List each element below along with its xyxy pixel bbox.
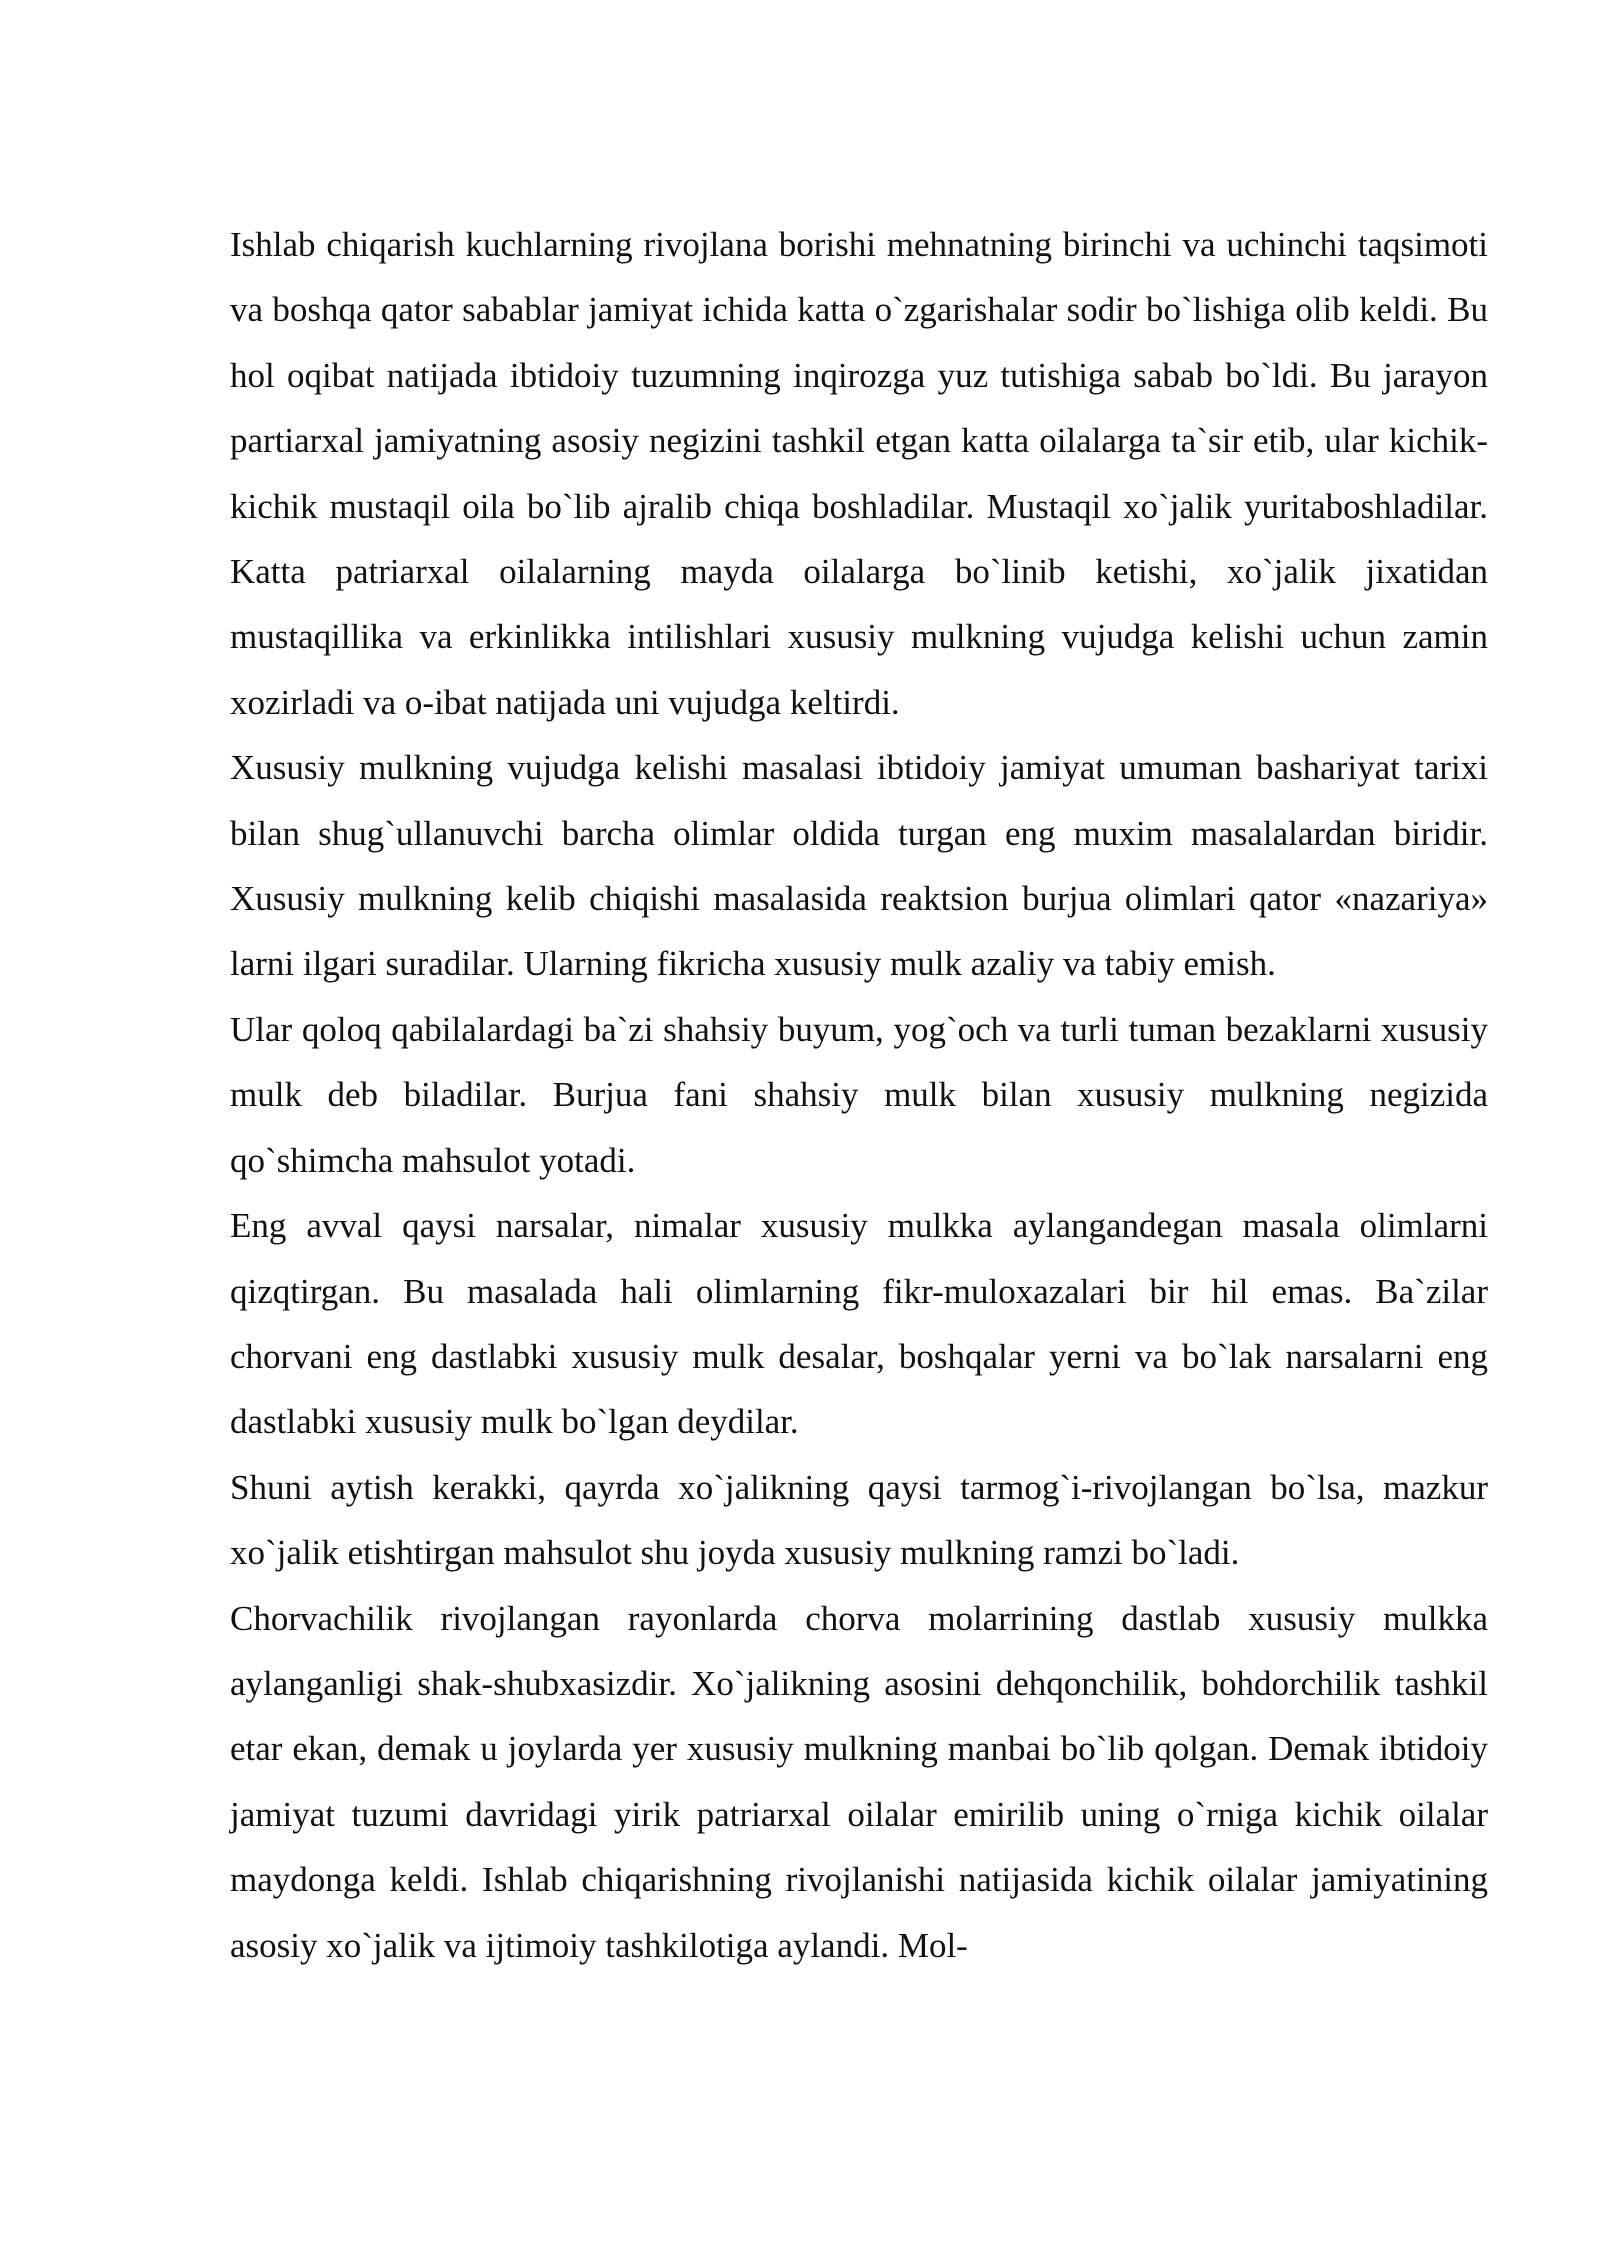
paragraph-3: Ular qoloq qabilalardagi ba`zi shahsiy buyum, yog`och va turli tuman bezaklarni xususiy mulk deb biladilar. Burjua fani shahsiy mulk bilan xususiy mulkning negizida qo`shimcha mahsulot yotadi. [230,1009,1488,1180]
body-text [230,212,1488,1978]
paragraph-6: Chorvachilik rivojlangan rayonlarda chorva molarrining dastlab xususiy mulkka aylanganligi shak-shubxasizdir. Xo`jalikning asosini dehqonchilik, bohdorchilik tashkil etar ekan, demak u joylarda yer xususiy mulkning manbai bo`lib qolgan. Demak ibtidoiy jamiyat tuzumi davridagi yirik patriarxal oilalar emirilib uning o`rniga kichik oilalar maydonga keldi. Ishlab chiqarishning rivojlanishi natijasida kichik oilalar jamiyatining asosiy xo`jalik va ijtimoiy tashkilotiga aylandi. Mol- [230,1598,1488,1965]
paragraph-5: Shuni aytish kerakki, qayrda xo`jalikning qaysi tarmog`i-rivojlangan bo`lsa, mazkur xo`jalik etishtirgan mahsulot shu joyda xususiy mulkning ramzi bo`ladi. [230,1467,1488,1573]
paragraph-2: Xususiy mulkning vujudga kelishi masalasi ibtidoiy jamiyat umuman bashariyat tarixi bilan shug`ullanuvchi barcha olimlar oldida turgan eng muxim masalalardan biridir. Xususiy mulkning kelib chiqishi masalasida reaktsion burjua olimlari qator «nazariya» larni ilgari suradilar. Ularning fikricha xususiy mulk azaliy va tabiy emish. [230,748,1488,984]
paragraph-1: Ishlab chiqarish kuchlarning rivojlana borishi mehnatning birinchi va uchinchi taqsimoti va boshqa qator sabablar jamiyat ichida katta o`zgarishalar sodir bo`lishiga olib keldi. Bu hol oqibat natijada ibtidoiy tuzumning inqirozga yuz tutishiga sabab bo`ldi. Bu jarayon partiarxal jamiyatning asosiy negizini tashkil etgan katta oilalarga ta`sir etib, ular kichik-kichik mustaqil oila bo`lib ajralib chiqa boshladilar. Mustaqil xo`jalik yuritaboshladilar. Katta patriarxal oilalarning mayda oilalarga bo`linib ketishi, xo`jalik jixatidan mustaqillika va erkinlikka intilishlari xususiy mulkning vujudga kelishi uchun zamin xozirladi va o-ibat natijada uni vujudga keltirdi. [230,225,1488,722]
paragraph-4: Eng avval qaysi narsalar, nimalar xususiy mulkka aylangandegan masala olimlarni qizqtirgan. Bu masalada hali olimlarning fikr-muloxazalari bir hil emas. Ba`zilar chorvani eng dastlabki xususiy mulk desalar, boshqalar yerni va bo`lak narsalarni eng dastlabki xususiy mulk bo`lgan deydilar. [230,1206,1488,1442]
